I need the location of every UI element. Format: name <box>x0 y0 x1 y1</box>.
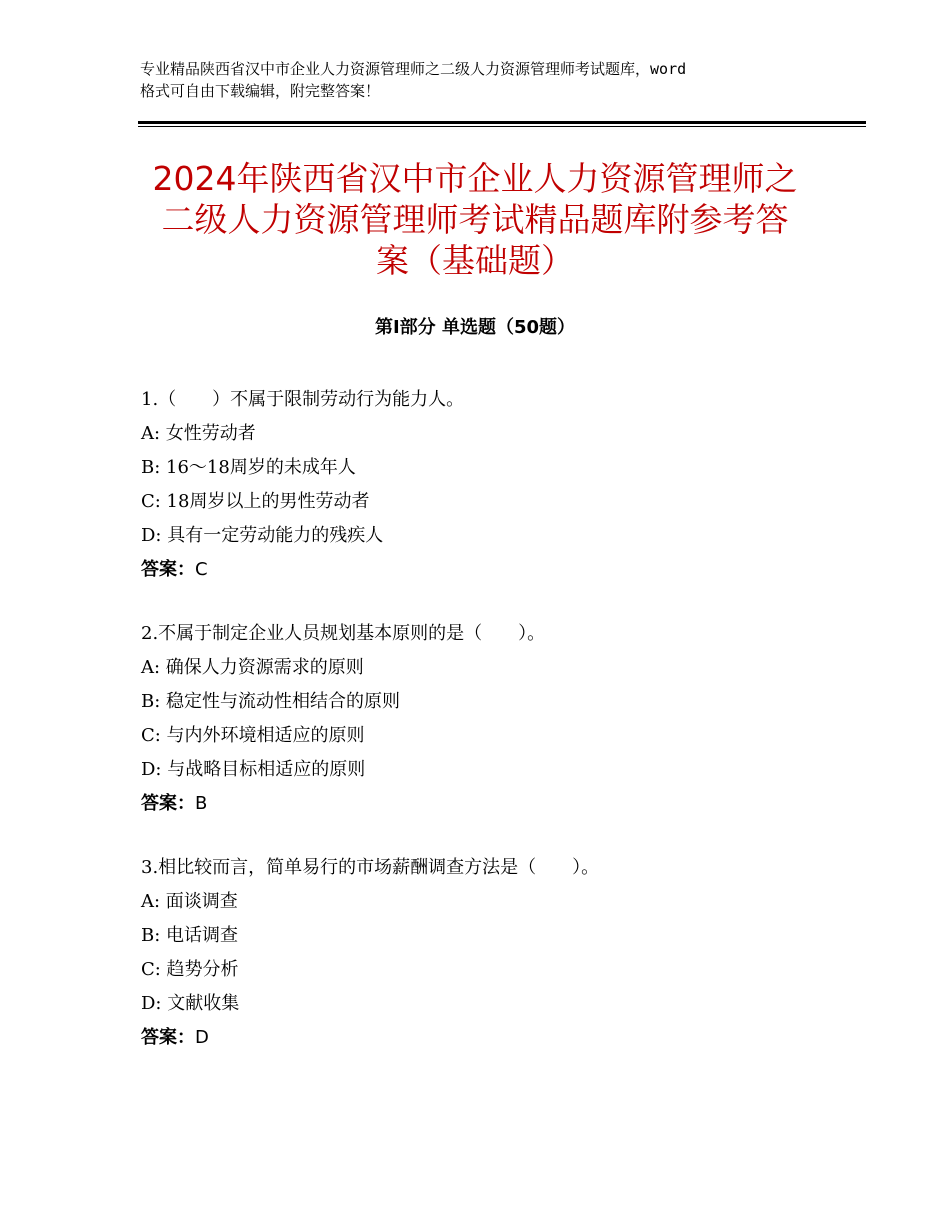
question-stem: 2.不属于制定企业人员规划基本原则的是（ ）。 <box>141 623 546 644</box>
answer-label: 答案： <box>141 793 195 814</box>
option-b: B: 稳定性与流动性相结合的原则 <box>141 691 401 712</box>
answer-value: D <box>195 1027 209 1048</box>
answer-label: 答案： <box>141 1027 195 1048</box>
option-d: D: 具有一定劳动能力的残疾人 <box>141 525 384 546</box>
title-line-3: 案（基础题） <box>376 241 574 280</box>
option-b: B: 16～18周岁的未成年人 <box>141 457 356 478</box>
header-divider-thick <box>138 121 866 124</box>
header-note-line-2: 格式可自由下载编辑，附完整答案！ <box>140 82 381 100</box>
section-title: 第Ⅰ部分 单选题（50题） <box>374 317 575 338</box>
answer-value: B <box>195 793 208 814</box>
header-divider-thin <box>138 126 866 127</box>
question-list <box>141 383 861 1085</box>
option-d: D: 与战略目标相适应的原则 <box>141 759 366 780</box>
question-2 <box>141 617 861 821</box>
answer-line <box>141 553 861 587</box>
title-line-1: 2024年陕西省汉中市企业人力资源管理师之 <box>152 159 798 198</box>
answer-line <box>141 787 861 821</box>
option-d: D: 文献收集 <box>141 993 240 1014</box>
option-a: A: 面谈调查 <box>141 891 238 912</box>
answer-value: C <box>195 559 208 580</box>
header-note-line-1: 专业精品陕西省汉中市企业人力资源管理师之二级人力资源管理师考试题库，word <box>140 60 687 78</box>
question-1 <box>141 383 861 587</box>
option-a: A: 女性劳动者 <box>141 423 256 444</box>
header-note <box>140 58 830 102</box>
answer-label: 答案： <box>141 559 195 580</box>
option-a: A: 确保人力资源需求的原则 <box>141 657 364 678</box>
question-stem: 3.相比较而言，简单易行的市场薪酬调查方法是（ ）。 <box>141 857 600 878</box>
option-c: C: 18周岁以上的男性劳动者 <box>141 491 370 512</box>
option-c: C: 与内外环境相适应的原则 <box>141 725 365 746</box>
question-stem: 1.（ ）不属于限制劳动行为能力人。 <box>141 389 465 410</box>
question-3 <box>141 851 861 1055</box>
option-b: B: 电话调查 <box>141 925 239 946</box>
title-line-2: 二级人力资源管理师考试精品题库附参考答 <box>161 200 789 239</box>
document-title <box>135 158 815 281</box>
answer-line <box>141 1021 861 1055</box>
option-c: C: 趋势分析 <box>141 959 239 980</box>
